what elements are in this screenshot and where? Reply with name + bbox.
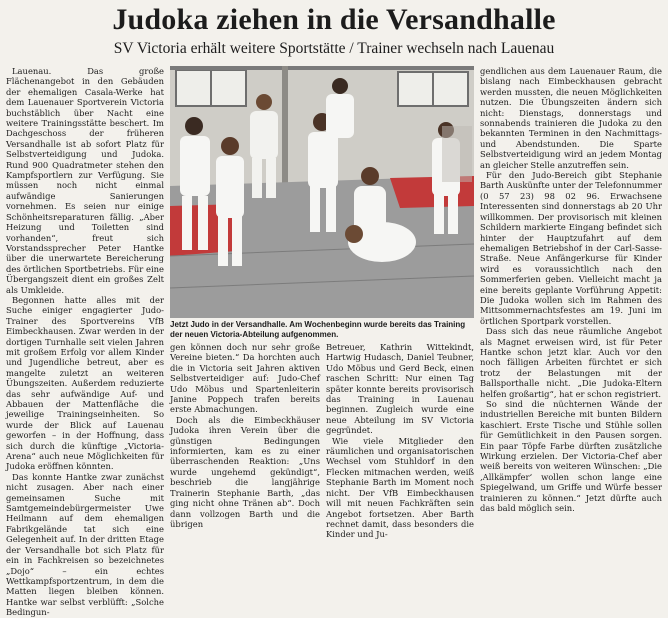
article-photo	[170, 66, 474, 318]
article-column-2	[170, 342, 320, 529]
paragraph: Begonnen hatte alles mit der Suche einiger engagierter Judo-Trainer des Sportvereins VfB Eimbeckhausen. Zwar werden in der dortigen Turnhalle seit vielen Jahren mit großem Erfolg vor allem Kinder und Jugendliche betreut, aber es mangelte zuletzt an weiteren Übungszeiten. Außerdem reduzierte das sehr aufwändige Auf- und Abbauen der Mattenfläche die jeweilige Trainingseinheiten. So wurde der Blick auf Lauenau geworfen – in der Hoffnung, dass sich durch die künftige „Victoria-Arena“ auch neue Möglichkeiten für Judoka eröffnen könnten.	[6, 294, 164, 472]
paragraph: So sind die nüchternen Wände der industriellen Bereiche mit bunten Bildern kaschiert. Erste Tische und Stühle sollen für Gemütlichkeit in den Pausen sorgen. Ein paar Töpfe Farbe dürften zusätzliche Wirkung erzielen. Der Victoria-Chef aber weiß bereits von weiteren Wünschen: „Die ‚Allkämpfer‘ wollen schon lange eine Spiegelwand, um Griffe und Würfe besser trainieren zu können.“ Jetzt dürfte auch das bald möglich sein.	[480, 399, 662, 514]
paragraph: Doch als die Eimbeckhäuser Judoka ihren Verein über die günstigen Bedingungen informierten, kam es zu einer überraschenden Reaktion: „Uns wurde ungehemd gekündigt“, beschrieb die langjährige Trainerin Stephanie Barth, „das ging nicht ohne Tränen ab“. Doch dann vollzogen Barth und die übrigen	[170, 414, 320, 529]
paragraph: gendlichen aus dem Lauenauer Raum, die bislang nach Eimbeckhausen gebracht werden mussten, die neuen Möglichkeiten nutzen. Die Übungszeiten ändern sich nicht: Dienstags, donnerstags und sonnabends trainieren die Judoka zu den bekannten Terminen in den Nachmittags- und Abendstunden. Die Sparte Selbstverteidigung wird an jedem Montag an gleicher Stelle anzutreffen sein.	[480, 66, 662, 170]
paragraph: Betreuer, Kathrin Wittekindt, Hartwig Hudasch, Daniel Teubner, Udo Möbus und Gerd Beck, einen raschen Schritt: Nur einen Tag später konnte bereits provisorisch das Training in Lauenau beginnen. Zugleich wurde eine neue Abteilung im SV Victoria gegründet.	[326, 342, 474, 436]
headline: Judoka ziehen in die Versandhalle	[112, 3, 556, 36]
paragraph: Lauenau. Das große Flächenangebot in den Gebäuden der ehemaligen Casala-Werke hat dem Lauenauer Sportverein Victoria buchstäblich über Nacht eine weitere Trainingsstätte beschert. Im Dachgeschoss der früheren Versandhalle ist ab sofort Platz für Selbstverteidigung und Judoka. Rund 900 Quadratmeter stehen den Kampfsportlern zur Verfügung. Sie müssen noch nicht einmal aufwändige Sanierungen vornehmen. Es seien nur einige Schönheitsreparaturen fällig. „Aber Heizung und Toiletten sind vorhanden“, freut sich Vorstandssprecher Peter Hantke über die unerwartete Bereicherung des örtlichen Sportbetriebs. Für eine Übergangszeit dient ein großes Zelt als Umkleide.	[6, 66, 164, 295]
article-column-1	[6, 66, 164, 618]
article-column-3	[326, 342, 474, 540]
paragraph: Das konnte Hantke zwar zunächst nicht zusagen. Aber nach einer gemeinsamen Suche mit Samtgemeindebürgermeister Uwe Heilmann auf dem ehemaligen Fabrikgelände tat sich eine Gelegenheit auf. In der dritten Etage der Versandhalle bot sich Platz für ein in Fachkreisen so bezeichnetes „Dojo“ – ein echtes Wettkampfsportzentrum, in dem die Matten liegen bleiben können. Hantke war selbst verblüfft: „Solche Bedingun-	[6, 471, 164, 618]
paragraph: gen können doch nur sehr große Vereine bieten.“ Da horchten auch die in Victoria seit Jahren aktiven Selbstverteidiger auf: Judo-Chef Udo Möbus und Spartenleiterin Janine Poppech trafen bereits erste Abmachungen.	[170, 342, 320, 415]
article-column-4	[480, 66, 662, 514]
judo-training-photo	[170, 66, 474, 318]
paragraph: Für den Judo-Bereich gibt Stephanie Barth Auskünfte unter der Telefonnummer (0 57 23) 98 02 96. Erwachsene Interessenten sind donnerstags ab 20 Uhr willkommen. Der provisorisch mit kleinen Schildern markierte Eingang befindet sich hinter der Hauptzufahrt auf dem ehemaligen Betriebshof in der Carl-Sasse-Straße. Neue Anfängerkurse für Kinder wird es voraussichtlich nach den Sommerferien geben. Vielleicht macht ja eine bereits geplante Vorführung Appetit: Die Judoka wollen sich im Rahmen des Mittsommernachtsfestes am 19. Juni im örtlichen Sportpark vorstellen.	[480, 170, 662, 326]
paragraph: Dass sich das neue räumliche Angebot als Magnet erweisen wird, ist für Peter Hantke schon jetzt klar. Auch vor den noch fälligen Arbeiten fürchtet er sich trotz der Belastungen mit der Ballsporthalle nicht. „Die Judoka-Eltern helfen großartig“, hat er schon registriert.	[480, 326, 662, 399]
paragraph: Wie viele Mitglieder den räumlichen und organisatorischen Wechsel vom Stuhldorf in den Flecken mitmachen werden, weiß Stephanie Barth im Moment noch nicht. Der VfB Eimbeckhausen will mit neuen Fachkräften sein Angebot fortsetzen. Aber Barth rechnet damit, dass besonders die Kinder und Ju-	[326, 435, 474, 540]
photo-caption: Jetzt Judo in der Versandhalle. Am Wochenbeginn wurde bereits das Training der neuen Victoria-Abteilung aufgenommen.	[170, 320, 466, 339]
subheadline: SV Victoria erhält weitere Sportstätte / Trainer wechseln nach Lauenau	[113, 40, 555, 57]
